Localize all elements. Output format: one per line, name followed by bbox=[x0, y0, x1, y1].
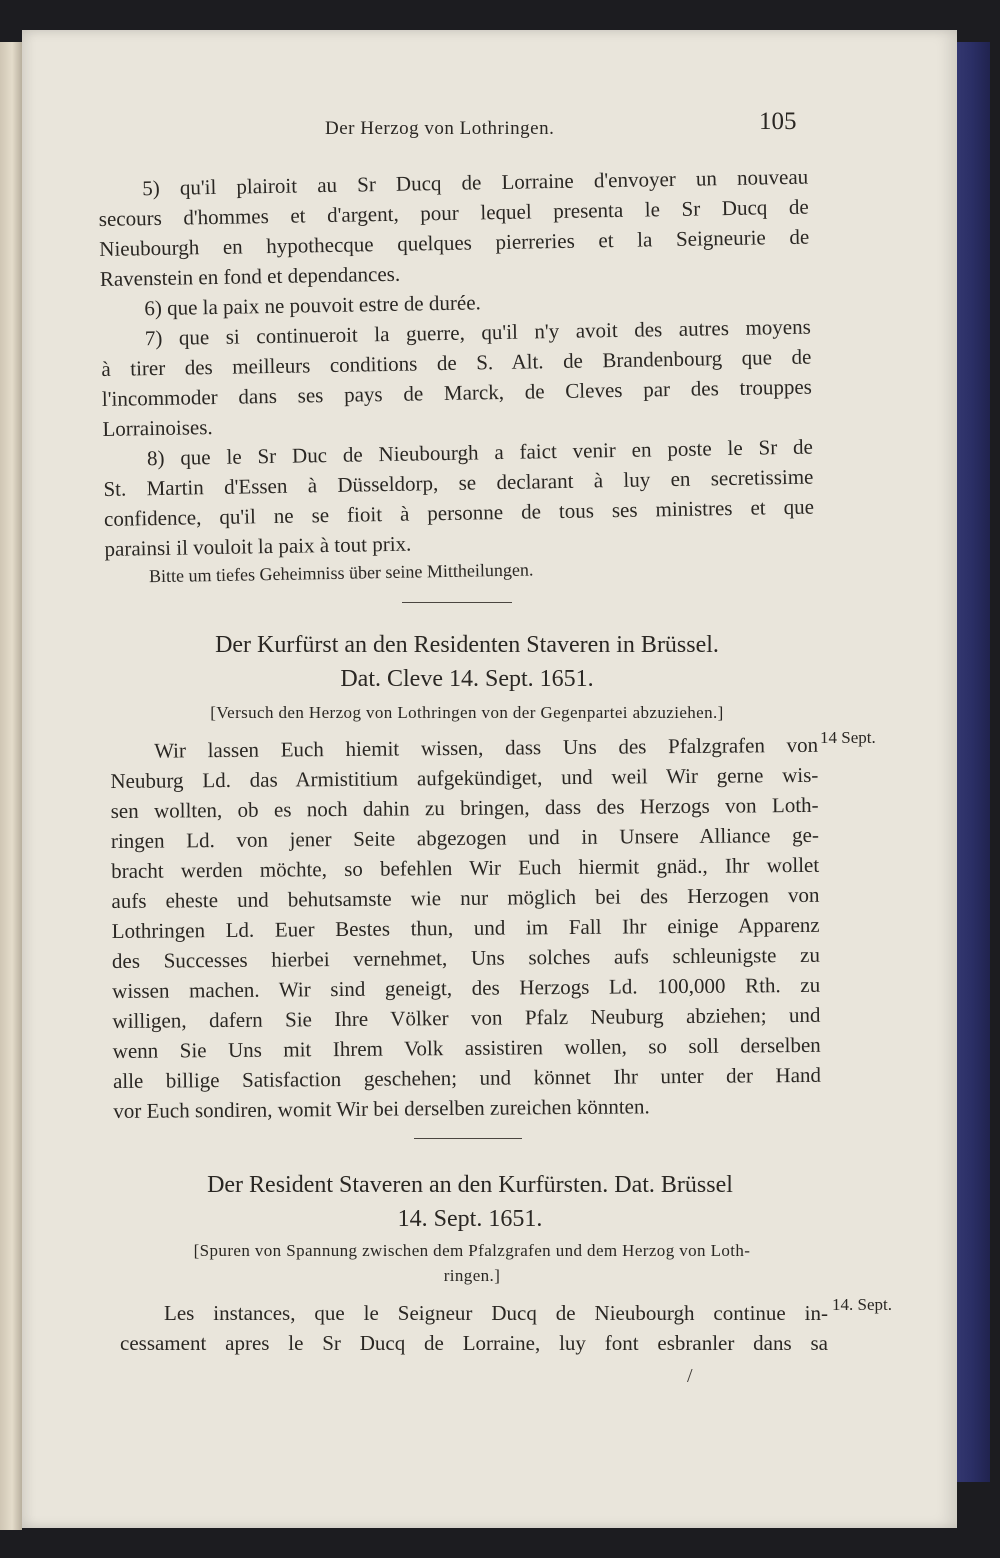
page-number: 105 bbox=[759, 108, 797, 135]
text-line: cessament apres le Sr Ducq de Lorraine, luy font esbranler dans sa bbox=[120, 1331, 828, 1355]
text-line: bracht werden möchte, so befehlen Wir Euch hiermit gnäd., Ihr wollet bbox=[111, 852, 820, 883]
margin-date: 14. Sept. bbox=[832, 1295, 892, 1314]
text-line: 6) que la paix ne pouvoit estre de durée. bbox=[144, 290, 481, 321]
section3-text bbox=[120, 1298, 828, 1358]
text-line: 7) que si continueroit la guerre, qu'il n'y avoit des autres moyens bbox=[144, 314, 811, 351]
text-line: Neuburg Ld. das Armistitium aufgekündiget, und weil Wir gerne wis- bbox=[110, 762, 819, 793]
section-summary: [Versuch den Herzog von Lothringen von der Gegenpartei abzuziehen.] bbox=[210, 703, 724, 722]
running-header: Der Herzog von Lothringen. bbox=[325, 118, 555, 139]
text-line: Les instances, que le Seigneur Ducq de Nieubourgh continue in- bbox=[164, 1301, 828, 1325]
text-line: ringen Ld. von jener Seite abgezogen und in Unsere Alliance ge- bbox=[110, 822, 819, 853]
text-line: wissen machen. Wir sind geneigt, des Herzogs Ld. 100,000 Rth. zu bbox=[112, 972, 821, 1003]
text-line: parainsi il vouloit la paix à tout prix. bbox=[104, 531, 412, 561]
heading-line: Der Resident Staveren an den Kurfürsten. Dat. Brüssel bbox=[207, 1172, 733, 1198]
summary-line: [Spuren von Spannung zwischen dem Pfalzgrafen und dem Herzog von Loth- bbox=[193, 1241, 751, 1260]
text-line: Nieubourgh en hypothecque quelques pierreries et la Seigneurie de bbox=[99, 224, 810, 261]
text-line: 5) qu'il plairoit au Sr Ducq de Lorraine d'envoyer un nouveau bbox=[142, 164, 809, 201]
footer-mark: / bbox=[687, 1365, 693, 1387]
text-line: vor Euch sondiren, womit Wir bei derselben zureichen könnten. bbox=[113, 1094, 650, 1123]
text-line: secours d'hommes et d'argent, pour lequel presenta le Sr Ducq de bbox=[98, 194, 809, 231]
text-line: alle billige Satisfaction geschehen; und könnet Ihr unter der Hand bbox=[112, 1062, 822, 1093]
text-line: confidence, qu'il ne se fioit à personne de tous ses ministres et que bbox=[103, 494, 815, 531]
text-line: des Successes hierbei vernehmet, Uns solches aufs schleunigste zu bbox=[111, 942, 821, 973]
section-summary bbox=[122, 1238, 822, 1288]
text-line: aufs eheste und behutsamste wie nur möglich bei des Herzogen von bbox=[111, 882, 820, 913]
heading-line: 14. Sept. 1651. bbox=[397, 1206, 543, 1232]
book-page bbox=[22, 30, 957, 1528]
section-heading bbox=[120, 1168, 820, 1236]
text-line: St. Martin d'Essen à Düsseldorp, se declarant à luy en secretissime bbox=[103, 464, 814, 501]
text-line: wenn Sie Uns mit Ihrem Volk assistiren wollen, so soll derselben bbox=[112, 1032, 821, 1063]
text-line: Lothringen Ld. Euer Bestes thun, und im Fall Ihr einige Apparenz bbox=[111, 912, 820, 943]
text-line: 8) que le Sr Duc de Nieubourgh a faict venir en poste le Sr de bbox=[146, 434, 814, 471]
text-line: à tirer des meilleurs conditions de S. Alt. de Brandenbourg que de bbox=[101, 344, 812, 381]
text-line: Wir lassen Euch hiemit wissen, dass Uns des Pfalzgrafen von bbox=[154, 732, 819, 763]
margin-date: 14 Sept. bbox=[820, 728, 876, 747]
text-line: Ravenstein en fond et dependances. bbox=[99, 261, 401, 291]
summary-line: ringen.] bbox=[443, 1266, 501, 1285]
section2-text bbox=[110, 730, 821, 1126]
section-divider bbox=[414, 1138, 522, 1139]
text-line: sen wollten, ob es noch dahin zu bringen, dass des Herzogs von Loth- bbox=[110, 792, 819, 823]
book-edge bbox=[0, 42, 22, 1530]
heading-line: Der Kurfürst an den Residenten Staveren in Brüssel. bbox=[215, 632, 719, 658]
marginal-note: Bitte um tiefes Geheimniss über seine Mittheilungen. bbox=[148, 559, 534, 587]
section-heading bbox=[117, 628, 817, 696]
heading-line: Dat. Cleve 14. Sept. 1651. bbox=[340, 666, 594, 692]
text-line: willigen, dafern Sie Ihre Völker von Pfalz Neuburg abziehen; und bbox=[112, 1002, 821, 1033]
text-line: Lorrainoises. bbox=[102, 415, 213, 441]
section-divider bbox=[402, 602, 512, 603]
text-line: l'incommoder dans ses pays de Marck, de Cleves par des trouppes bbox=[101, 374, 813, 411]
section1-text bbox=[98, 162, 815, 590]
